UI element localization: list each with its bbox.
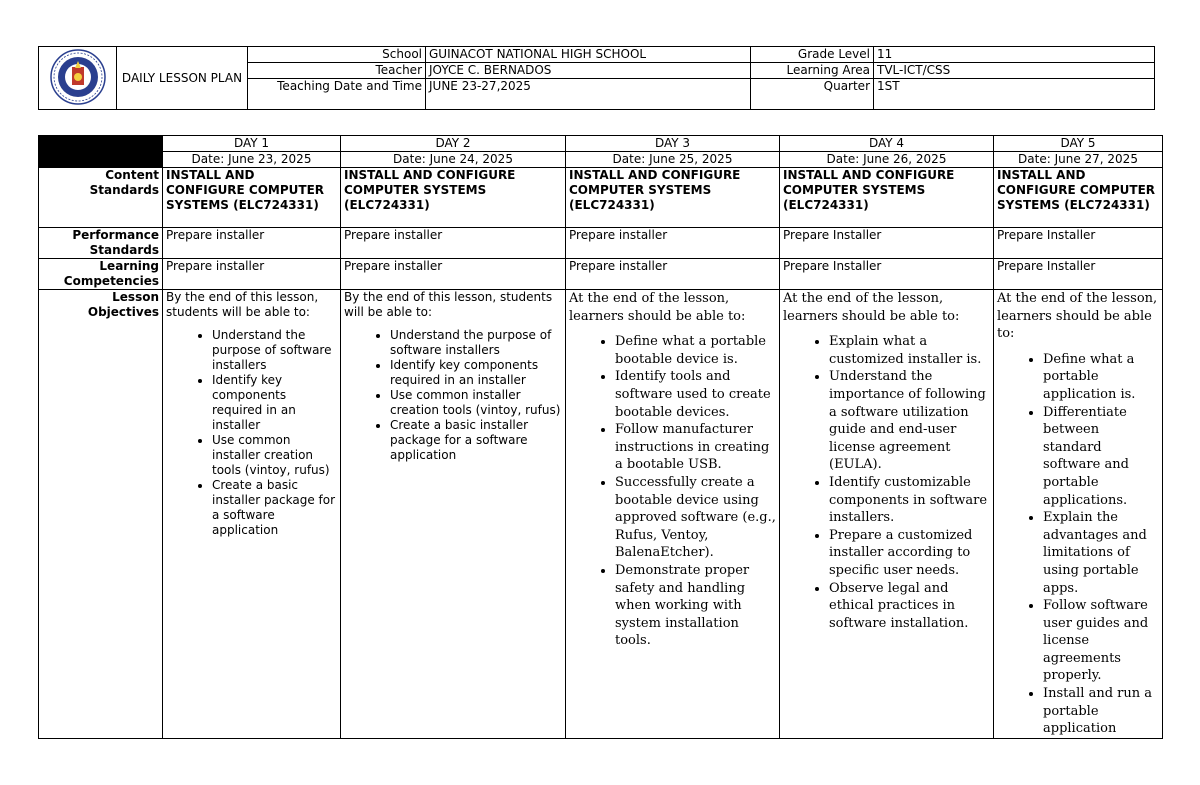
day-4-heading: DAY 4: [780, 136, 994, 152]
list-item: • Observe legal and ethical practices in software installation.: [829, 580, 990, 633]
learning-competencies-label: Learning Competencies: [39, 259, 163, 290]
day-2-heading: DAY 2: [341, 136, 566, 152]
list-item: • Understand the purpose of software installers: [212, 328, 337, 373]
day-1-competency: Prepare installer: [163, 259, 341, 290]
day-3-performance-standard: Prepare installer: [566, 228, 780, 259]
lesson-objectives-label: Lesson Objectives: [39, 290, 163, 739]
list-item: • Successfully create a bootable device using approved software (e.g., Rufus, Ventoy, BalenaEtcher).: [615, 474, 776, 562]
day-2-competency: Prepare installer: [341, 259, 566, 290]
logo-cell: [39, 47, 117, 110]
list-item: • Define what a portable bootable device is.: [615, 333, 776, 368]
day-5-objectives: [994, 290, 1163, 739]
grade-level-label: Grade Level: [751, 47, 874, 63]
day-4-competency: Prepare Installer: [780, 259, 994, 290]
day-5-date: Date: June 27, 2025: [994, 152, 1163, 168]
header-table: [38, 46, 1155, 110]
list-item: • Explain the advantages and limitations of using portable apps.: [1043, 509, 1159, 597]
corner-cell: [39, 136, 163, 168]
list-item: • Define what a portable application is.: [1043, 351, 1159, 404]
day-2-objectives-list: [344, 328, 562, 463]
day-3-objectives: [566, 290, 780, 739]
list-item: • Create a basic installer package for a software application: [390, 418, 562, 463]
list-item: • Follow manufacturer instructions in creating a bootable USB.: [615, 421, 776, 474]
day-1-date: Date: June 23, 2025: [163, 152, 341, 168]
list-item: • Explain what a customized installer is.: [829, 333, 990, 368]
day-4-objectives: [780, 290, 994, 739]
list-item: • Identify key components required in an installer: [390, 358, 562, 388]
day-1-objectives-list: [166, 328, 337, 538]
doc-title: DAILY LESSON PLAN: [117, 47, 248, 110]
day-4-performance-standard: Prepare Installer: [780, 228, 994, 259]
day-5-performance-standard: Prepare Installer: [994, 228, 1163, 259]
day-5-objectives-intro: At the end of the lesson, learners should be able to:: [997, 291, 1158, 342]
day-1-objectives: [163, 290, 341, 739]
quarter-label: Quarter: [751, 79, 874, 110]
list-item: • Prepare a customized installer according to specific user needs.: [829, 527, 990, 580]
learning-area-label: Learning Area: [751, 63, 874, 79]
grade-level-value: 11: [874, 47, 1155, 63]
teacher-value: JOYCE C. BERNADOS: [426, 63, 751, 79]
list-item: • Demonstrate proper safety and handling when working with system installation tools.: [615, 562, 776, 650]
day-5-content-standard: INSTALL AND CONFIGURE COMPUTER SYSTEMS (ELC724331): [994, 168, 1163, 228]
day-1-heading: DAY 1: [163, 136, 341, 152]
day-1-performance-standard: Prepare installer: [163, 228, 341, 259]
day-3-objectives-list: [569, 333, 776, 650]
day-2-performance-standard: Prepare installer: [341, 228, 566, 259]
quarter-value: 1ST: [874, 79, 1155, 110]
list-item: • Install and run a portable application: [1043, 685, 1159, 738]
day-4-objectives-list: [783, 333, 990, 632]
list-item: • Create a basic installer package for a software application: [212, 478, 337, 538]
day-4-objectives-intro: At the end of the lesson, learners should be able to:: [783, 291, 960, 324]
list-item: • Use common installer creation tools (vintoy, rufus): [390, 388, 562, 418]
day-3-date: Date: June 25, 2025: [566, 152, 780, 168]
list-item: • Identify key components required in an installer: [212, 373, 337, 433]
day-4-content-standard: INSTALL AND CONFIGURE COMPUTER SYSTEMS (ELC724331): [780, 168, 994, 228]
list-item: • Identify customizable components in software installers.: [829, 474, 990, 527]
list-item: • Follow software user guides and license agreements properly.: [1043, 597, 1159, 685]
school-label: School: [248, 47, 426, 63]
day-3-objectives-intro: At the end of the lesson, learners should be able to:: [569, 291, 746, 324]
day-1-objectives-intro: By the end of this lesson, students will be able to:: [166, 290, 319, 319]
list-item: • Understand the purpose of software installers: [390, 328, 562, 358]
day-2-objectives-intro: By the end of this lesson, students will be able to:: [344, 290, 553, 319]
list-item: • Use common installer creation tools (vintoy, rufus): [212, 433, 337, 478]
day-2-objectives: [341, 290, 566, 739]
teaching-date-label: Teaching Date and Time: [248, 79, 426, 110]
learning-area-value: TVL-ICT/CSS: [874, 63, 1155, 79]
list-item: • Understand the importance of following a software utilization guide and end-user license agreement (EULA).: [829, 368, 990, 474]
performance-standards-label: Performance Standards: [39, 228, 163, 259]
day-4-date: Date: June 26, 2025: [780, 152, 994, 168]
day-3-heading: DAY 3: [566, 136, 780, 152]
day-2-date: Date: June 24, 2025: [341, 152, 566, 168]
day-3-content-standard: INSTALL AND CONFIGURE COMPUTER SYSTEMS (ELC724331): [566, 168, 780, 228]
teaching-date-value: JUNE 23-27,2025: [426, 79, 751, 110]
day-5-heading: DAY 5: [994, 136, 1163, 152]
list-item: • Identify tools and software used to create bootable devices.: [615, 368, 776, 421]
day-2-content-standard: INSTALL AND CONFIGURE COMPUTER SYSTEMS (ELC724331): [341, 168, 566, 228]
lesson-plan-table: [38, 135, 1163, 739]
list-item: • Differentiate between standard software and portable applications.: [1043, 404, 1159, 510]
content-standards-label: Content Standards: [39, 168, 163, 228]
day-1-content-standard: INSTALL AND CONFIGURE COMPUTER SYSTEMS (ELC724331): [163, 168, 341, 228]
day-5-competency: Prepare Installer: [994, 259, 1163, 290]
teacher-label: Teacher: [248, 63, 426, 79]
deped-seal-logo: [50, 49, 106, 105]
day-3-competency: Prepare installer: [566, 259, 780, 290]
school-value: GUINACOT NATIONAL HIGH SCHOOL: [426, 47, 751, 63]
day-5-objectives-list: [997, 351, 1159, 738]
